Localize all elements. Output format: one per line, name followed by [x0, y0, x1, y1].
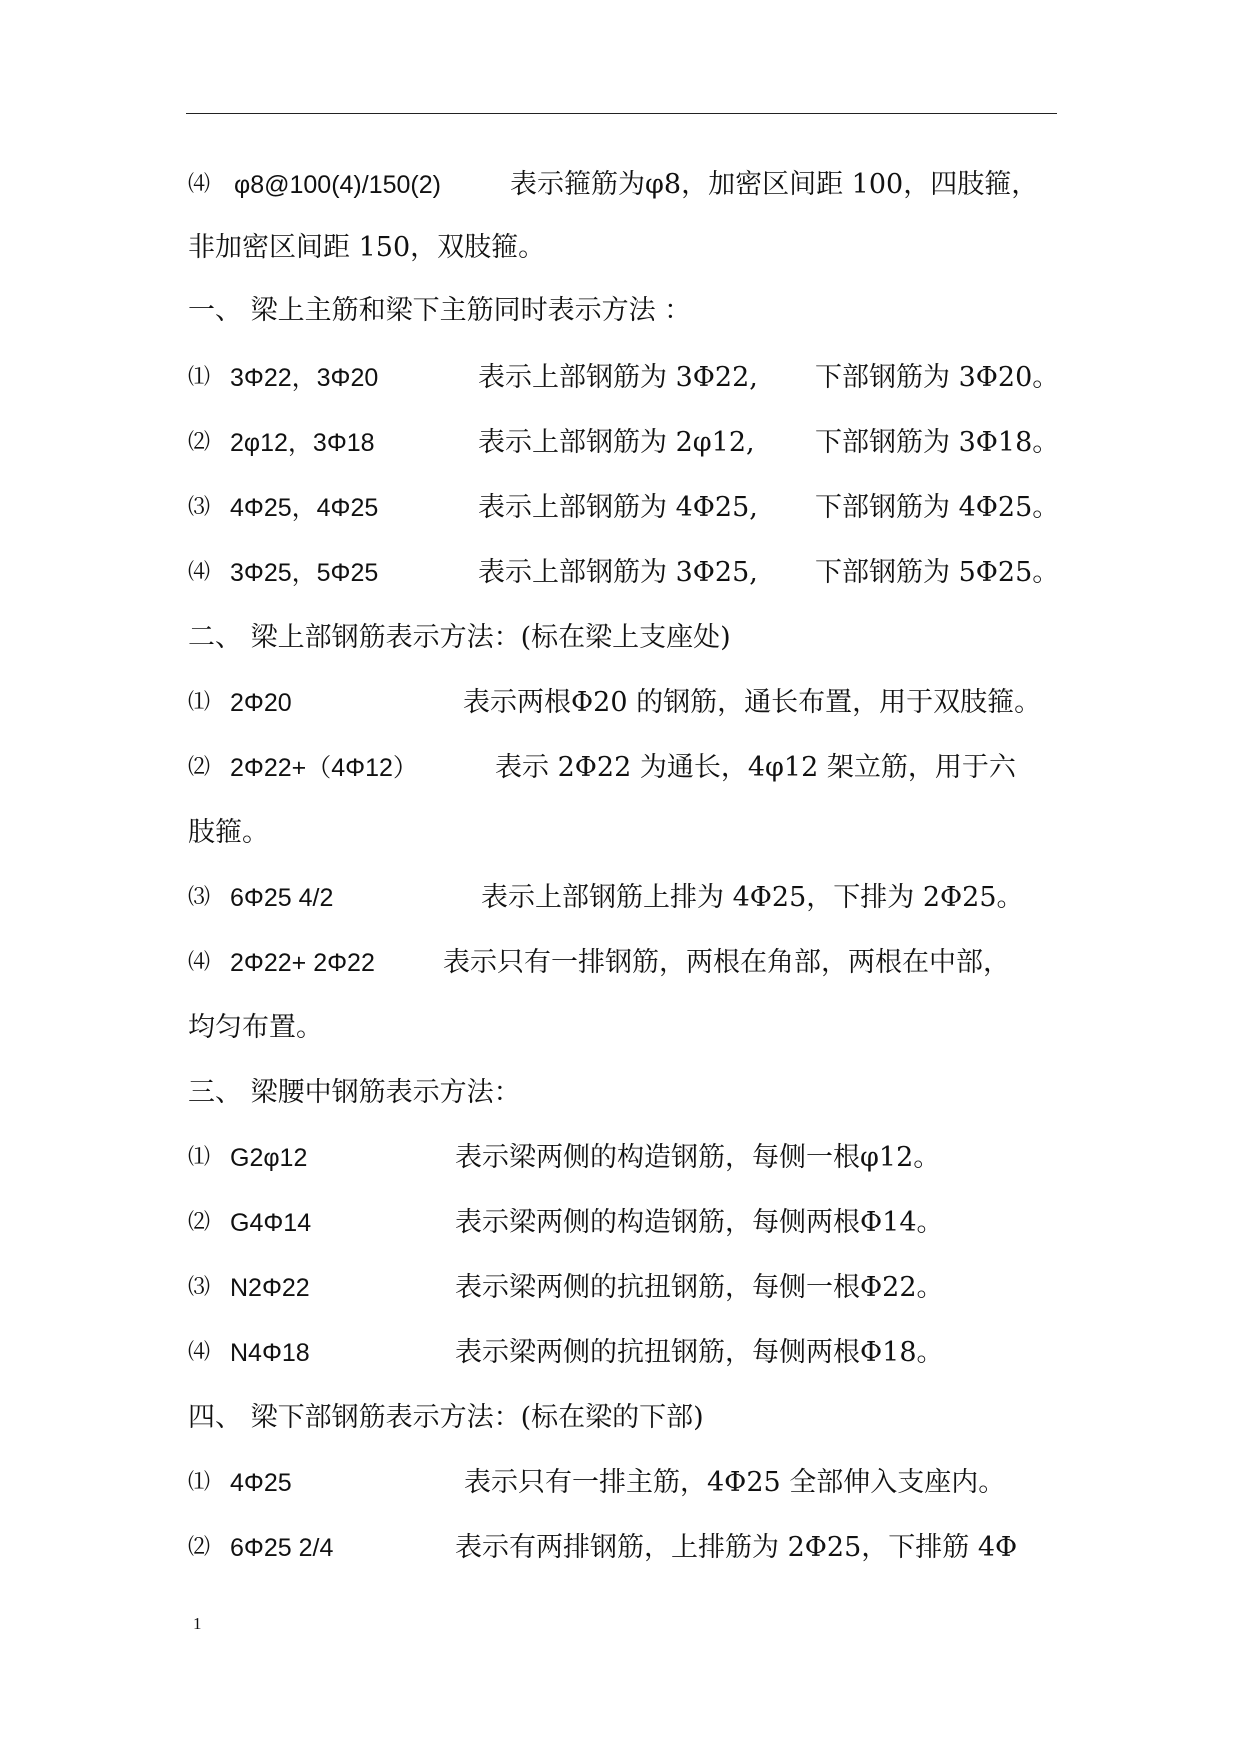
rebar-code: 4Φ25，4Φ25: [230, 494, 379, 522]
item-number: ⑵: [188, 1535, 211, 1560]
item-number: ⑷: [188, 1340, 211, 1365]
list-item: [0, 163, 1241, 207]
rebar-code: G2φ12: [230, 1144, 308, 1172]
rebar-code: φ8@100(4)/150(2): [234, 171, 441, 199]
item-number: ⑴: [188, 1145, 211, 1170]
paragraph-line: [0, 1006, 1241, 1050]
item-description-cont: 下部钢筋为 4Φ25。: [815, 492, 1060, 523]
item-number: ⑷: [188, 950, 211, 975]
item-number: ⑴: [188, 1470, 211, 1495]
section-heading: [0, 1396, 1241, 1440]
rebar-code: 3Φ25，5Φ25: [230, 559, 379, 587]
item-description: 表示梁两侧的构造钢筋，每侧一根φ12。: [455, 1142, 941, 1173]
item-number: ⑶: [188, 885, 211, 910]
rebar-code: 2φ12，3Φ18: [230, 429, 375, 457]
item-description: 表示上部钢筋上排为 4Φ25，下排为 2Φ25。: [481, 882, 1024, 913]
section-heading: [0, 616, 1241, 660]
list-item: [0, 1136, 1241, 1180]
list-item: [0, 1461, 1241, 1505]
item-description: 表示箍筋为φ8，加密区间距 100，四肢箍，: [510, 169, 1039, 200]
heading-text: 三、 梁腰中钢筋表示方法：: [188, 1077, 521, 1108]
item-description: 表示梁两侧的抗扭钢筋，每侧一根Φ22。: [455, 1272, 944, 1303]
text-line: 肢箍。: [188, 817, 269, 848]
rebar-code: 6Φ25 2/4: [230, 1534, 334, 1562]
item-description: 表示上部钢筋为 3Φ22,: [478, 362, 758, 393]
item-number: ⑵: [188, 1210, 211, 1235]
item-description: 表示上部钢筋为 2φ12,: [478, 427, 755, 458]
item-description: 表示梁两侧的构造钢筋，每侧两根Φ14。: [455, 1207, 944, 1238]
item-description: 表示上部钢筋为 4Φ25,: [478, 492, 758, 523]
list-item: [0, 876, 1241, 920]
item-description-cont: 下部钢筋为 3Φ20。: [815, 362, 1060, 393]
heading-text: 二、 梁上部钢筋表示方法：(标在梁上支座处): [188, 622, 731, 653]
item-description: 表示只有一排钢筋，两根在角部，两根在中部，: [443, 947, 1010, 978]
rebar-code: 2Φ22+ 2Φ22: [230, 949, 375, 977]
list-item: [0, 421, 1241, 465]
rebar-code: 3Φ22，3Φ20: [230, 364, 379, 392]
rebar-code: 2Φ22+（4Φ12）: [230, 754, 418, 782]
list-item: [0, 746, 1241, 790]
rebar-code: G4Φ14: [230, 1209, 312, 1237]
item-description: 表示梁两侧的抗扭钢筋，每侧两根Φ18。: [455, 1337, 944, 1368]
heading-text: 一、 梁上主筋和梁下主筋同时表示方法 ：: [188, 295, 692, 326]
paragraph-line: [0, 811, 1241, 855]
list-item: [0, 1266, 1241, 1310]
item-description: 表示只有一排主筋，4Φ25 全部伸入支座内。: [464, 1467, 1006, 1498]
text-line: 均匀布置。: [188, 1012, 323, 1043]
item-number: ⑵: [188, 430, 211, 455]
item-number: ⑷: [188, 172, 211, 197]
item-description: 表示两根Φ20 的钢筋，通长布置，用于双肢箍。: [463, 687, 1042, 718]
rebar-code: 6Φ25 4/2: [230, 884, 334, 912]
page-number: 1: [193, 1614, 202, 1633]
item-description-cont: 下部钢筋为 3Φ18。: [815, 427, 1060, 458]
heading-text: 四、 梁下部钢筋表示方法：(标在梁的下部): [188, 1402, 704, 1433]
list-item: [0, 1331, 1241, 1375]
list-item: [0, 551, 1241, 595]
item-number: ⑶: [188, 495, 211, 520]
list-item: [0, 941, 1241, 985]
item-description: 表示 2Φ22 为通长，4φ12 架立筋，用于六: [495, 752, 1016, 783]
item-number: ⑴: [188, 365, 211, 390]
item-number: ⑵: [188, 755, 211, 780]
item-number: ⑶: [188, 1275, 211, 1300]
rebar-code: N4Φ18: [230, 1339, 310, 1367]
list-item: [0, 486, 1241, 530]
list-item: [0, 1201, 1241, 1245]
item-description-cont: 下部钢筋为 5Φ25。: [815, 557, 1060, 588]
item-description: 表示上部钢筋为 3Φ25,: [478, 557, 758, 588]
section-heading: [0, 1071, 1241, 1115]
paragraph-line: [0, 226, 1241, 270]
rebar-code: 2Φ20: [230, 689, 292, 717]
header-rule: [186, 113, 1057, 114]
text-line: 非加密区间距 150，双肢箍。: [188, 232, 546, 263]
item-description: 表示有两排钢筋，上排筋为 2Φ25，下排筋 4Φ: [455, 1532, 1018, 1563]
list-item: [0, 1526, 1241, 1570]
item-number: ⑴: [188, 690, 211, 715]
section-heading: [0, 289, 1241, 333]
item-number: ⑷: [188, 560, 211, 585]
list-item: [0, 356, 1241, 400]
rebar-code: N2Φ22: [230, 1274, 310, 1302]
rebar-code: 4Φ25: [230, 1469, 292, 1497]
list-item: [0, 681, 1241, 725]
